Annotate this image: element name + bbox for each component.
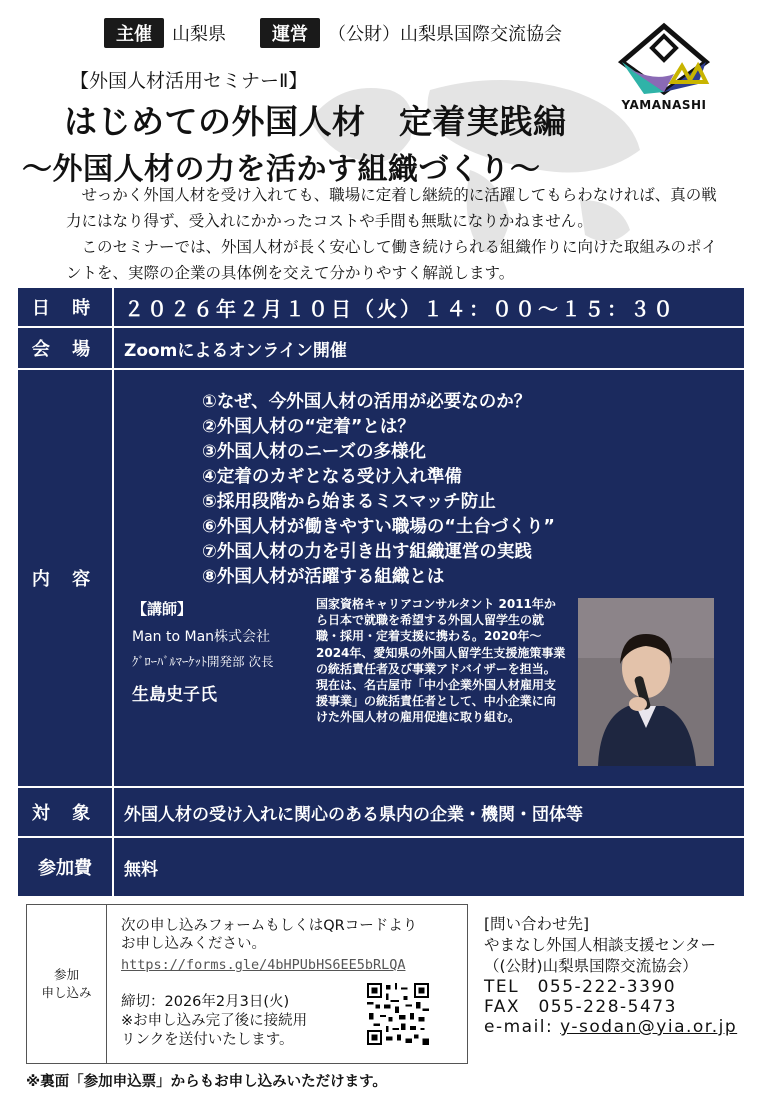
deadline-note-line1: ※お申し込み完了後に接続用: [121, 1013, 308, 1029]
target-row: [18, 786, 744, 836]
qr-code-icon[interactable]: [367, 983, 429, 1045]
intro-text: [66, 182, 726, 286]
lecturer-heading: 【講師】: [132, 600, 193, 618]
application-label: [27, 905, 107, 1063]
seminar-info-table: [18, 288, 744, 896]
date-value: ２０２６年２月１０日（火）１４：００～１５：３０: [124, 296, 676, 321]
contact-info: [484, 914, 737, 1037]
deadline-text: [121, 993, 307, 1050]
contact-heading: [問い合わせ先]: [484, 915, 590, 933]
deadline-date: 締切：2026年2月3日(火): [121, 994, 290, 1010]
operator-tag: 運営: [260, 18, 320, 48]
target-label: 対 象: [18, 788, 114, 836]
lecturer-photo: [578, 598, 714, 766]
contact-tel: TEL 055-222-3390: [484, 977, 677, 997]
topic-item: ⑤採用段階から始まるミスマッチ防止: [202, 492, 496, 512]
topic-list: [202, 390, 555, 590]
topic-item: ①なぜ、今外国人材の活用が必要なのか？: [202, 392, 532, 412]
operator-name: （公財）山梨県国際交流協会: [328, 24, 562, 45]
fee-label: 参加費: [18, 838, 114, 896]
fee-row: [18, 836, 744, 896]
topic-item: ④定着のカギとなる受け入れ準備: [202, 467, 462, 487]
venue-label: 会 場: [18, 328, 114, 368]
intro-paragraph-2: このセミナーでは、外国人材が長く安心して働き続けられる組織作りに向けた取組みのポイントを、実際の企業の具体例を交えて分かりやすく解説します。: [66, 238, 718, 282]
venue-value: Zoomによるオンライン開催: [124, 340, 347, 361]
application-instructions-line1: 次の申し込みフォームもしくはQRコードより: [121, 918, 418, 934]
organizer-row: [104, 18, 562, 48]
date-label: 日 時: [18, 288, 114, 326]
contact-org: やまなし外国人相談支援センター: [484, 936, 716, 954]
topic-item: ②外国人材の“定着”とは？: [202, 417, 415, 437]
lecturer-name: 生島史子氏: [132, 685, 217, 705]
deadline-note-line2: リンクを送付いたします。: [121, 1032, 294, 1048]
host-tag: 主催: [104, 18, 164, 48]
contact-org-sub: （(公財)山梨県国際交流協会）: [484, 957, 698, 975]
topic-item: ③外国人材のニーズの多様化: [202, 442, 426, 462]
footnote: ※裏面「参加申込票」からもお申し込みいただけます。: [26, 1074, 387, 1090]
intro-paragraph-1: せっかく外国人材を受け入れても、職場に定着し継続的に活躍してもらわなければ、真の戦力にはなり得ず、受入れにかかったコストや手間も無駄になりかねません。: [66, 186, 717, 230]
logo-text: YAMANASHI: [621, 98, 707, 112]
target-value: 外国人材の受け入れに関心のある県内の企業・機関・団体等: [124, 804, 583, 825]
topic-item: ⑧外国人材が活躍する組織とは: [202, 567, 445, 587]
date-row: [18, 288, 744, 326]
contact-fax: FAX 055-228-5473: [484, 997, 677, 1017]
lecturer-department: ｸﾞﾛｰﾊﾞﾙﾏｰｹｯﾄ開発部 次長: [132, 654, 274, 669]
lecturer-bio: 国家資格キャリアコンサルタント 2011年から日本で就職を希望する外国人留学生の就職・採用・定着支援に携わる。2020年～2024年、愛知県の外国人留学生支援施策事業の統括責任者及び事業アドバイザーを担当。現在は、名古屋市「中小企業外国人材雇用支援事業」の統括責任者として、中小企業に向けた外国人材の雇用促進に取り組む。: [316, 597, 566, 725]
topic-item: ⑥外国人材が働きやすい職場の“土台づくり”: [202, 517, 555, 537]
sub-title: ～外国人材の力を活かす組織づくり～: [22, 152, 541, 187]
main-title: はじめての外国人材 定着実践編: [64, 102, 567, 141]
application-instructions: [121, 917, 417, 953]
seminar-label: 【外国人材活用セミナーⅡ】: [70, 70, 308, 92]
application-form-link[interactable]: https://forms.gle/4bHPUbHS6EE5bRLQA: [121, 957, 406, 973]
contact-email-link[interactable]: y-sodan@yia.or.jp: [560, 1017, 738, 1037]
topic-item: ⑦外国人材の力を引き出す組織運営の実践: [202, 542, 532, 562]
fee-value: 無料: [124, 859, 158, 880]
venue-row: [18, 326, 744, 368]
application-box: [26, 904, 468, 1064]
email-prefix: e-mail:: [484, 1017, 561, 1037]
application-label-line2: 申し込み: [41, 985, 92, 1000]
contact-email-line: [484, 1017, 737, 1037]
host-name: 山梨県: [172, 24, 226, 45]
application-instructions-line2: お申し込みください。: [121, 936, 266, 952]
content-label: 内 容: [18, 370, 114, 786]
lecturer-company: Man to Man株式会社: [132, 629, 271, 645]
lecturer-portrait-icon: [578, 598, 714, 766]
application-label-line1: 参加: [53, 967, 79, 982]
content-row: [18, 368, 744, 786]
